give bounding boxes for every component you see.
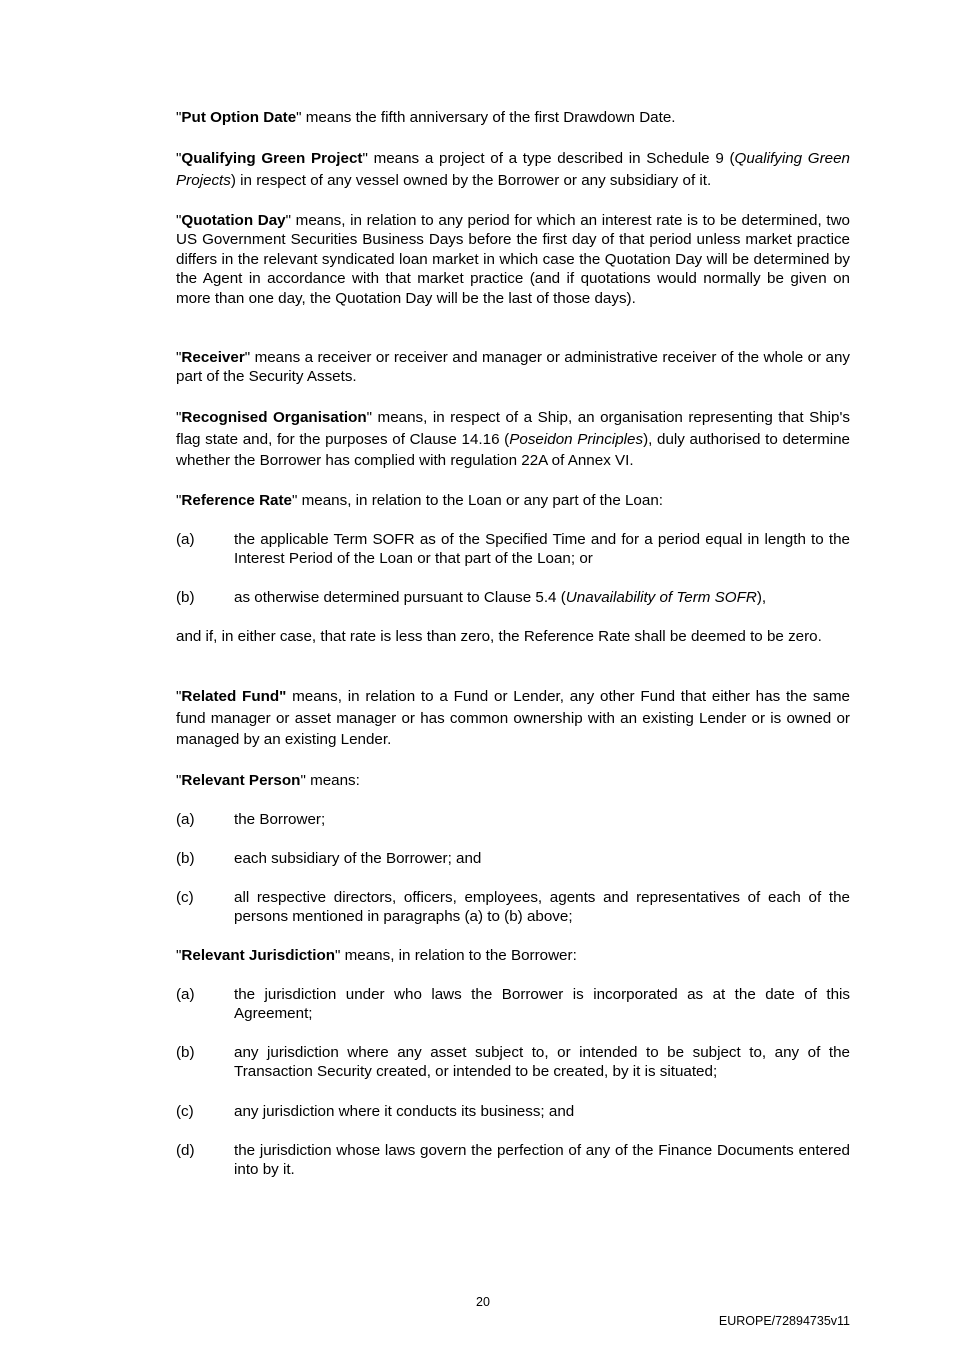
reference-rate-tail: and if, in either case, that rate is less than zero, the Reference Rate shall be deemed to be zero. <box>176 628 822 645</box>
definition-relevant-jurisdiction: "Relevant Jurisdiction" means, in relation to the Borrower: <box>176 947 577 964</box>
clause-reference: Poseidon Principles <box>509 430 644 448</box>
list-label: (c) <box>176 889 194 906</box>
definition-recognised-organisation: "Recognised Organisation" means, in respect of a Ship, an organisation representing that Ship's flag state and, for the purposes of Clause 14.16 (Poseidon Principles), duly authorised to determine whether the Borrower has complied with regulation 22A of Annex VI. <box>176 409 850 469</box>
clause-reference: Qualifying Green Projects <box>176 150 850 189</box>
list-label: (d) <box>176 1142 195 1159</box>
defined-term: Reference Rate <box>181 492 292 509</box>
definition-related-fund: "Related Fund" means, in relation to a Fund or Lender, any other Fund that either has the same fund manager or asset manager or has common ownership with an existing Lender or is owned or managed by an existing Lender. <box>176 688 850 748</box>
definition-relevant-person: "Relevant Person" means: <box>176 772 360 789</box>
defined-term: Related Fund" <box>181 688 287 705</box>
defined-term: Qualifying Green Project <box>181 150 363 167</box>
page-number: 20 <box>476 1295 490 1309</box>
list-label: (b) <box>176 850 195 867</box>
defined-term: Recognised Organisation <box>181 409 367 426</box>
document-reference: EUROPE/72894735v11 <box>718 1314 850 1328</box>
definition-qualifying-green-project: "Qualifying Green Project" means a project of a type described in Schedule 9 (Qualifying Green Projects) in respect of any vessel owned by the Borrower or any subsidiary of it. <box>176 150 850 189</box>
defined-term: Relevant Jurisdiction <box>181 947 336 964</box>
list-label: (a) <box>176 811 195 828</box>
list-label: (a) <box>176 531 195 548</box>
clause-reference: Unavailability of Term SOFR <box>565 589 757 606</box>
defined-term: Relevant Person <box>181 772 301 789</box>
list-label: (c) <box>176 1103 194 1120</box>
defined-term: Quotation Day <box>181 212 286 229</box>
definition-reference-rate: "Reference Rate" means, in relation to the Loan or any part of the Loan: <box>176 492 663 509</box>
list-label: (b) <box>176 589 195 606</box>
definition-quotation-day: "Quotation Day" means, in relation to any period for which an interest rate is to be determined, two US Government Securities Business Days before the first day of that period unless market practice differs in the relevant syndicated loan market in which case the Quotation Day will be determined by the Agent in accordance with that market practice (and if quotations would normally be given on more than one day, the Quotation Day will be the last of those days). <box>176 212 850 307</box>
defined-term: Put Option Date <box>181 109 297 126</box>
defined-term: Receiver <box>181 349 245 366</box>
definition-put-option-date: "Put Option Date" means the fifth anniversary of the first Drawdown Date. <box>176 109 676 126</box>
definition-receiver: "Receiver" means a receiver or receiver and manager or administrative receiver of the whole or any part of the Security Assets. <box>176 349 850 386</box>
list-label: (a) <box>176 986 195 1003</box>
list-label: (b) <box>176 1044 195 1061</box>
